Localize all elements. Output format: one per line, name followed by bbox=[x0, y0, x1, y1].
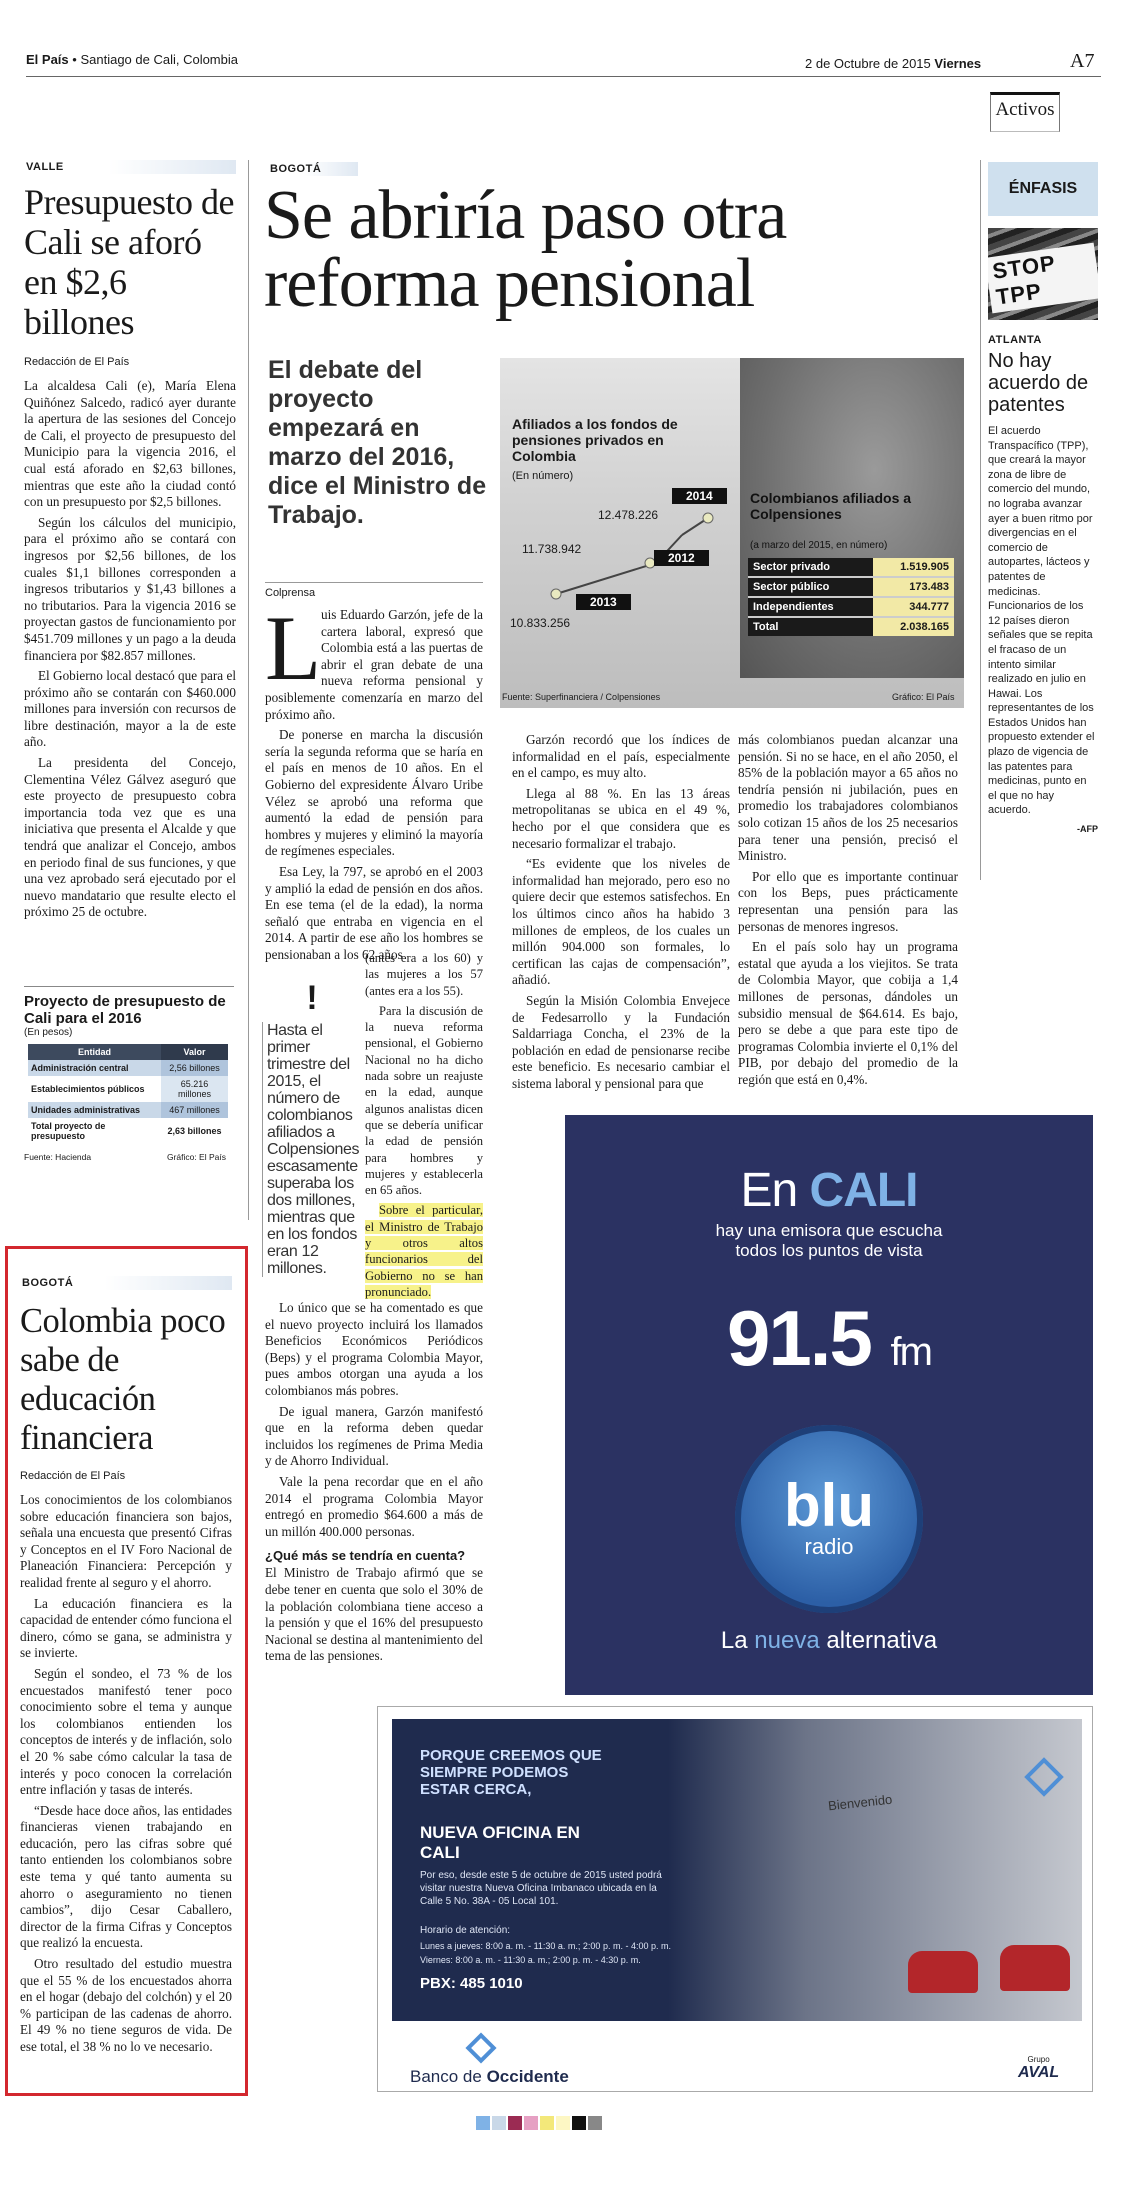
bank-logo bbox=[410, 2037, 569, 2087]
color-registration-bar bbox=[476, 2116, 602, 2130]
masthead-location: Santiago de Cali, Colombia bbox=[80, 52, 238, 67]
swatch bbox=[524, 2116, 538, 2130]
left-article bbox=[24, 160, 236, 925]
main-section-label: BOGOTÁ bbox=[268, 162, 358, 176]
welcome-sign: Bienvenido bbox=[827, 1791, 893, 1814]
paragraph: Garzón recordó que los índices de informalidad en el país, especialmente en el campo, es muy alto. bbox=[512, 732, 730, 781]
masthead-rule bbox=[26, 76, 1101, 77]
byline: Redacción de El País bbox=[20, 1470, 126, 1482]
pull-quote-box bbox=[262, 980, 362, 1277]
headline: No hay acuerdo de patentes bbox=[988, 350, 1089, 416]
headline: Colombia poco sabe de educación financiera bbox=[20, 1302, 226, 1457]
cell: 467 millones bbox=[161, 1102, 228, 1118]
value-label-2012: 11.738.942 bbox=[522, 542, 582, 556]
paragraph: Según el sondeo, el 73 % de los encuestados manifestó tener poco conocimiento sobre el tema y aunque los colombianos entienden los conceptos de interés y de inflación, solo el 20 % sabe cómo calcular la tasa de interés y poco conocen la correlación entre inflación y tasas de interés. bbox=[20, 1665, 232, 1798]
swatch bbox=[556, 2116, 570, 2130]
masthead-date bbox=[805, 56, 981, 71]
cell: Establecimientos públicos bbox=[31, 1084, 145, 1094]
budget-credits bbox=[24, 1152, 226, 1162]
paragraph: El acuerdo Transpacífico (TPP), que creará la mayor zona de libre de comercio del mundo, no lograba avanzar ayer a buen ritmo por divergencias en el comercio de autopartes, lácteos y patentes de medicinas. Funcionarios de los 12 países dieron señales que se repita el fracaso de un intento similar realizado en julio en Hawai. Los representantes de los Estados Unidos han propuesto extender el plazo de vigencia de las patentes para medicinas, punto en el que no hay acuerdo. bbox=[988, 425, 1095, 817]
col-header: Valor bbox=[161, 1044, 228, 1060]
bank-ad bbox=[377, 1706, 1093, 2092]
paragraph: (antes era a los 60) y las mujeres a los 57 (antes era a los 55). bbox=[365, 951, 483, 998]
bank-body: Por eso, desde este 5 de octubre de 2015 usted podrá visitar nuestra Nueva Oficina Imbanaco ubicada en la Calle 5 No. 38A - 05 Local 101. bbox=[420, 1870, 662, 1907]
budget-table bbox=[28, 1044, 228, 1144]
cell: Sector público bbox=[748, 577, 873, 597]
infographic-credit: Gráfico: El País bbox=[892, 692, 955, 702]
hours-title: Horario de atención: bbox=[420, 1925, 511, 1936]
paragraph: La alcaldesa Cali (e), María Elena Quiñónez Salcedo, radicó ayer durante la apertura de las sesiones del Concejo de Cali, el proyecto de presupuesto del Municipio para la vigencia 2016, el cual está aforado en $2,63 billones, mientras que este año la ciudad contó con un presupuesto por $2,5 billones. bbox=[24, 378, 236, 510]
paragraph: “Es evidente que los niveles de informalidad han mejorado, pero eso no quiere decir que estemos satisfechos. En los últimos cinco años ha habido 3 millones de empleos, de los cuales un millón 904.000 son formales, lo certifican las cajas de compensación”, añadió. bbox=[512, 856, 730, 988]
bank-brand-pre: Banco de bbox=[410, 2067, 482, 2086]
swatch bbox=[588, 2116, 602, 2130]
credit: -AFP bbox=[1077, 824, 1098, 835]
cell: Total proyecto de presupuesto bbox=[31, 1121, 106, 1141]
budget-box bbox=[24, 986, 234, 1162]
table-row bbox=[748, 577, 954, 597]
photo-text: STOP TPP bbox=[988, 243, 1098, 314]
section-label: VALLE bbox=[24, 160, 236, 174]
stop-tpp-photo bbox=[988, 228, 1098, 320]
paragraph: Los conocimientos de los colombianos sobre educación financiera son bajos, señala una encuesta que presentó Cifras y Conceptos en el IV Foro Nacional de Planeación Financiera: Percepción y realidad frente al seguro y el ahorro. bbox=[20, 1492, 232, 1590]
cell: Independientes bbox=[748, 597, 873, 617]
logo-text: blu bbox=[784, 1472, 874, 1539]
cell: Sector privado bbox=[748, 558, 873, 577]
main-col1-continued bbox=[265, 1300, 483, 1669]
value-label-2014: 12.478.226 bbox=[598, 508, 659, 522]
slogan-post: alternativa bbox=[826, 1627, 938, 1654]
slogan-accent: nueva bbox=[754, 1627, 820, 1654]
infographic-source: Fuente: Superfinanciera / Colpensiones bbox=[502, 692, 661, 702]
freq-fm: fm bbox=[890, 1330, 931, 1374]
main-headline: Se abriría paso otra reforma pensional bbox=[264, 177, 787, 322]
bank-headline: PORQUE CREEMOS QUE SIEMPRE PODEMOS ESTAR CERCA, bbox=[420, 1747, 602, 1798]
masthead-sep: • bbox=[72, 52, 77, 67]
main-col1-narrow bbox=[365, 950, 483, 1304]
budget-subtitle: (En pesos) bbox=[24, 1027, 73, 1038]
en-text: En bbox=[740, 1164, 798, 1217]
radio-tagline: hay una emisora que escucha todos los puntos de vista bbox=[715, 1221, 943, 1260]
paragraph: Lo único que se ha comentado es que el nuevo proyecto incluirá los llamados Beneficios Económicos Periódicos (Beps) y el programa Colombia Mayor, pues ambos otorgan una ayuda a los colombianos más pobres. bbox=[265, 1300, 483, 1398]
paragraph: Vale la pena recordar que en el año 2014 el programa Colombia Mayor entregó en promedio $64.600 a más de un millón 400.000 personas. bbox=[265, 1473, 483, 1539]
table-row bbox=[748, 617, 954, 636]
swatch bbox=[540, 2116, 554, 2130]
budget-title: Proyecto de presupuesto de Cali para el 2016 bbox=[24, 993, 226, 1027]
group-logo bbox=[1018, 2055, 1059, 2082]
hours1: Lunes a jueves: 8:00 a. m. - 11:30 a. m.; 2:00 p. m. - 4:00 p. m. bbox=[420, 1941, 671, 1951]
cell: Total bbox=[748, 617, 873, 636]
cell: 2,63 billones bbox=[167, 1126, 222, 1136]
table-row bbox=[28, 1118, 228, 1144]
group-label: Grupo bbox=[1027, 2055, 1050, 2064]
bank-brand: Occidente bbox=[486, 2067, 569, 2086]
headline: Presupuesto de Cali se aforó en $2,6 billones bbox=[24, 182, 234, 342]
cell: 65.216 millones bbox=[161, 1076, 228, 1102]
line-chart bbox=[500, 358, 964, 708]
colpensiones-table bbox=[748, 558, 954, 636]
byline: Redacción de El País bbox=[24, 356, 130, 368]
source: Fuente: Hacienda bbox=[24, 1152, 92, 1162]
paragraph: “Desde hace doce años, las entidades financieras vienen trabajando en educación, pero las cifras sobre qué tanto entienden los colombianos sobre este tema y qué tanto aumenta su ahorro o aseguramiento no tienen cambios”, dijo Cesar Caballero, director de la firma Cifras y Conceptos que realizó la encuesta. bbox=[20, 1802, 232, 1951]
cell: 173.483 bbox=[873, 577, 954, 597]
pbx: PBX: 485 1010 bbox=[420, 1975, 523, 1992]
paragraph: De ponerse en marcha la discusión sería la segunda reforma que se haría en el país en menos de 10 años. En el Gobierno del expresidente Álvaro Uribe Vélez se aprobó una reforma que aumentó la edad de pensión para hombres y mujeres y eliminó la mayoría de regímenes especiales. bbox=[265, 727, 483, 859]
year-label-2014: 2014 bbox=[672, 488, 727, 504]
right-column bbox=[988, 162, 1098, 834]
paragraph: más colombianos puedan alcanzar una pensión. Si no se hace, en el año 2050, el 85% de la población mayor a 65 años no tendría pensión ni jubilación, pues en promedio los trabajadores colombianos solo cotizan 15 años de los 25 necesarios para tener una pensión, precisó el Ministro. bbox=[738, 732, 958, 864]
swatch bbox=[476, 2116, 490, 2130]
paragraph: El Gobierno local destacó que para el próximo año se contarán con $460.000 millones para inversión con recursos de libre destinación, mayor a la de este año. bbox=[24, 668, 236, 750]
highlight-text: Sobre el particular, el Ministro de Trabajo y otros altos funcionarios del Gobierno no se han pronunciado. bbox=[365, 1203, 483, 1299]
year-label-2013: 2013 bbox=[576, 594, 631, 610]
bank-diamond-icon bbox=[1024, 1757, 1064, 1797]
main-col2 bbox=[512, 732, 730, 1096]
slogan-pre: La bbox=[720, 1627, 748, 1654]
chair bbox=[908, 1951, 978, 1993]
swatch bbox=[572, 2116, 586, 2130]
hours2: Viernes: 8:00 a. m. - 11:30 a. m.; 2:00 p. m. - 4:30 p. m. bbox=[420, 1955, 641, 1965]
value-label-2013: 10.833.256 bbox=[510, 616, 571, 630]
paragraph: Para la discusión de la nueva reforma pensional, el Gobierno Nacional no ha dicho nada sobre un reajuste en la edad, aunque algunos analistas dicen que se debería unificar la edad de pensión para hombres y mujeres y establecerla en 65 años. bbox=[365, 1003, 483, 1198]
data-point-2014 bbox=[703, 513, 713, 523]
frequency bbox=[565, 1293, 1093, 1384]
paragraph: En el país solo hay un programa estatal que ayuda a los viejitos. Se trata de Colombia Mayor, que cobija a 1,4 millones de personas, dándoles un subsidio mensual de $64.614. Es bajo, pero se debe a que para este tipo de programas Colombia invierte el 0,1% del PIB, por debajo del promedio de la región que está en 0,4%. bbox=[738, 939, 958, 1087]
logo-sub: radio bbox=[804, 1534, 854, 1559]
freq-number: 91.5 bbox=[727, 1294, 871, 1382]
chair bbox=[1000, 1945, 1070, 1991]
cell: Unidades administrativas bbox=[31, 1105, 141, 1115]
paragraph: uis Eduardo Garzón, jefe de la cartera laboral, expresó que Colombia está a las puertas de abrir el gran debate de una nueva reforma pensional y posiblemente comenzaría en marzo del próximo año. bbox=[265, 607, 483, 722]
blu-logo bbox=[735, 1425, 923, 1613]
highlighted-paragraph bbox=[365, 1202, 483, 1300]
paragraph: De igual manera, Garzón manifestó que en la reforma deben quedar incluidos los regímenes de Prima Media y de Ahorro Individual. bbox=[265, 1403, 483, 1469]
cell: 344.777 bbox=[873, 597, 954, 617]
paragraph: Llega al 88 %. En las 13 áreas metropolitanas se ubica en el 49 %, hecho por el que considera que es necesario formalizar el trabajo. bbox=[512, 785, 730, 851]
swatch bbox=[492, 2116, 506, 2130]
cell: Administración central bbox=[31, 1063, 129, 1073]
table-row bbox=[748, 597, 954, 617]
weekday: Viernes bbox=[934, 56, 982, 71]
infographic-subtitle: (En número) bbox=[512, 470, 574, 482]
table-row bbox=[748, 558, 954, 577]
colpensiones-subtitle: (a marzo del 2015, en número) bbox=[750, 540, 888, 551]
date: 2 de Octubre de 2015 bbox=[805, 56, 931, 71]
paragraph: Por ello que es importante continuar con los Beps, pues prácticamente representan una pensión para las personas de menores ingresos. bbox=[738, 868, 958, 934]
column-rule bbox=[248, 160, 249, 1220]
paragraph: Esa Ley, la 797, se aprobó en el 2003 y amplió la edad de pensión en dos años. En ese tema (el de la edad), la norma señaló que entraba en vigencia en el 2014. A partir de ese año los hombres se pensionaban a los 62 años bbox=[265, 863, 483, 962]
emphasis-label: ÉNFASIS bbox=[988, 162, 1098, 216]
cell: 1.519.905 bbox=[873, 558, 954, 577]
main-col1 bbox=[265, 582, 483, 967]
cell: 2,56 billones bbox=[161, 1060, 228, 1076]
pull-quote-text: Hasta el primer trimestre del 2015, el número de colombianos afiliados a Colpensiones escasamente superaba los dos millones, mientras que en los fondos eran 12 millones. bbox=[262, 1022, 362, 1277]
bank-logo-icon bbox=[465, 2032, 496, 2063]
radio-ad bbox=[565, 1115, 1093, 1695]
financial-education-article bbox=[20, 1276, 232, 2060]
cell: 2.038.165 bbox=[873, 617, 954, 636]
table-row bbox=[28, 1076, 228, 1102]
group-brand: AVAL bbox=[1018, 2064, 1060, 2081]
bank-title: NUEVA OFICINA EN CALI bbox=[420, 1823, 580, 1862]
dropcap: L bbox=[265, 597, 322, 699]
paragraph: La educación financiera es la capacidad de entender cómo funciona el dinero, cómo se gana, se administra y se invierte. bbox=[20, 1595, 232, 1661]
table-row bbox=[28, 1060, 228, 1076]
paragraph: Según los cálculos del municipio, para el próximo año se contará con ingresos por $2,56 billones, de los cuales $1,1 billones corresponden a ingresos tributarios y $1,43 billones a no tributarios. Para la vigencia 2016 se proyectan gastos de funcionamiento por $451.709 millones y un pago a la deuda financiera por $82.857 millones. bbox=[24, 514, 236, 663]
colpensiones-title: Colombianos afiliados a Colpensiones bbox=[750, 490, 912, 522]
main-deck: El debate del proyecto empezará en marzo del 2016, dice el Ministro de Trabajo. bbox=[268, 356, 487, 529]
paragraph: Otro resultado del estudio muestra que el 55 % de los encuestados ahorra en el hogar (debajo del colchón) y el 20 % participan de las cadenas de ahorro. El 49 % no tiene seguros de vida. De ese total, el 38 % no lo ve necesario. bbox=[20, 1956, 232, 2054]
city-text: CALI bbox=[809, 1164, 918, 1217]
page-number: A7 bbox=[1070, 50, 1095, 72]
bank-ad-panel bbox=[392, 1719, 1082, 2021]
main-byline: Colprensa bbox=[265, 582, 483, 599]
pull-quote-mark: ! bbox=[306, 979, 318, 1017]
radio-slogan bbox=[565, 1627, 1093, 1655]
section-tab: Activos bbox=[990, 92, 1060, 132]
paragraph: Según la Misión Colombia Envejece de Fedesarrollo y la Fundación Saldarriaga Concha, el 23% de la población en edad de pensionarse recibe este beneficio. Es necesario cambiar el sistema laboral y pensional para que bbox=[512, 992, 730, 1091]
table-row bbox=[28, 1102, 228, 1118]
data-point-2013 bbox=[551, 589, 561, 599]
paragraph: El Ministro de Trabajo afirmó que se debe tener en cuenta que solo el 30% de la población colombiana tiene acceso a la pensión y que el 16% del presupuesto Nacional se destina al mantenimiento del tema de las pensiones. bbox=[265, 1565, 483, 1664]
radio-ad-city bbox=[565, 1163, 1093, 1218]
section-label: ATLANTA bbox=[988, 334, 1042, 346]
masthead-brand: El País bbox=[26, 52, 69, 67]
section-label: BOGOTÁ bbox=[20, 1276, 232, 1290]
infographic bbox=[500, 358, 964, 708]
col-header: Entidad bbox=[77, 1047, 111, 1057]
graphic-credit: Gráfico: El País bbox=[166, 1152, 226, 1162]
subhead: ¿Qué más se tendría en cuenta? bbox=[265, 1548, 466, 1564]
infographic-title: Afiliados a los fondos de pensiones privados en Colombia bbox=[512, 416, 678, 464]
year-label-2012: 2012 bbox=[654, 550, 709, 566]
main-col3 bbox=[738, 732, 958, 1092]
paragraph: La presidenta del Concejo, Clementina Vélez Gálvez aseguró que este proyecto de presupuesto cobra importancia toda vez que es una iniciativa que presenta el Alcalde y que tendrá que analizar el Concejo, ambos en periodo final de sus funciones, y que una vez aprobado será ejecutado por el nuevo mandatario que resulte electo el próximo 25 de octubre. bbox=[24, 755, 236, 920]
swatch bbox=[508, 2116, 522, 2130]
